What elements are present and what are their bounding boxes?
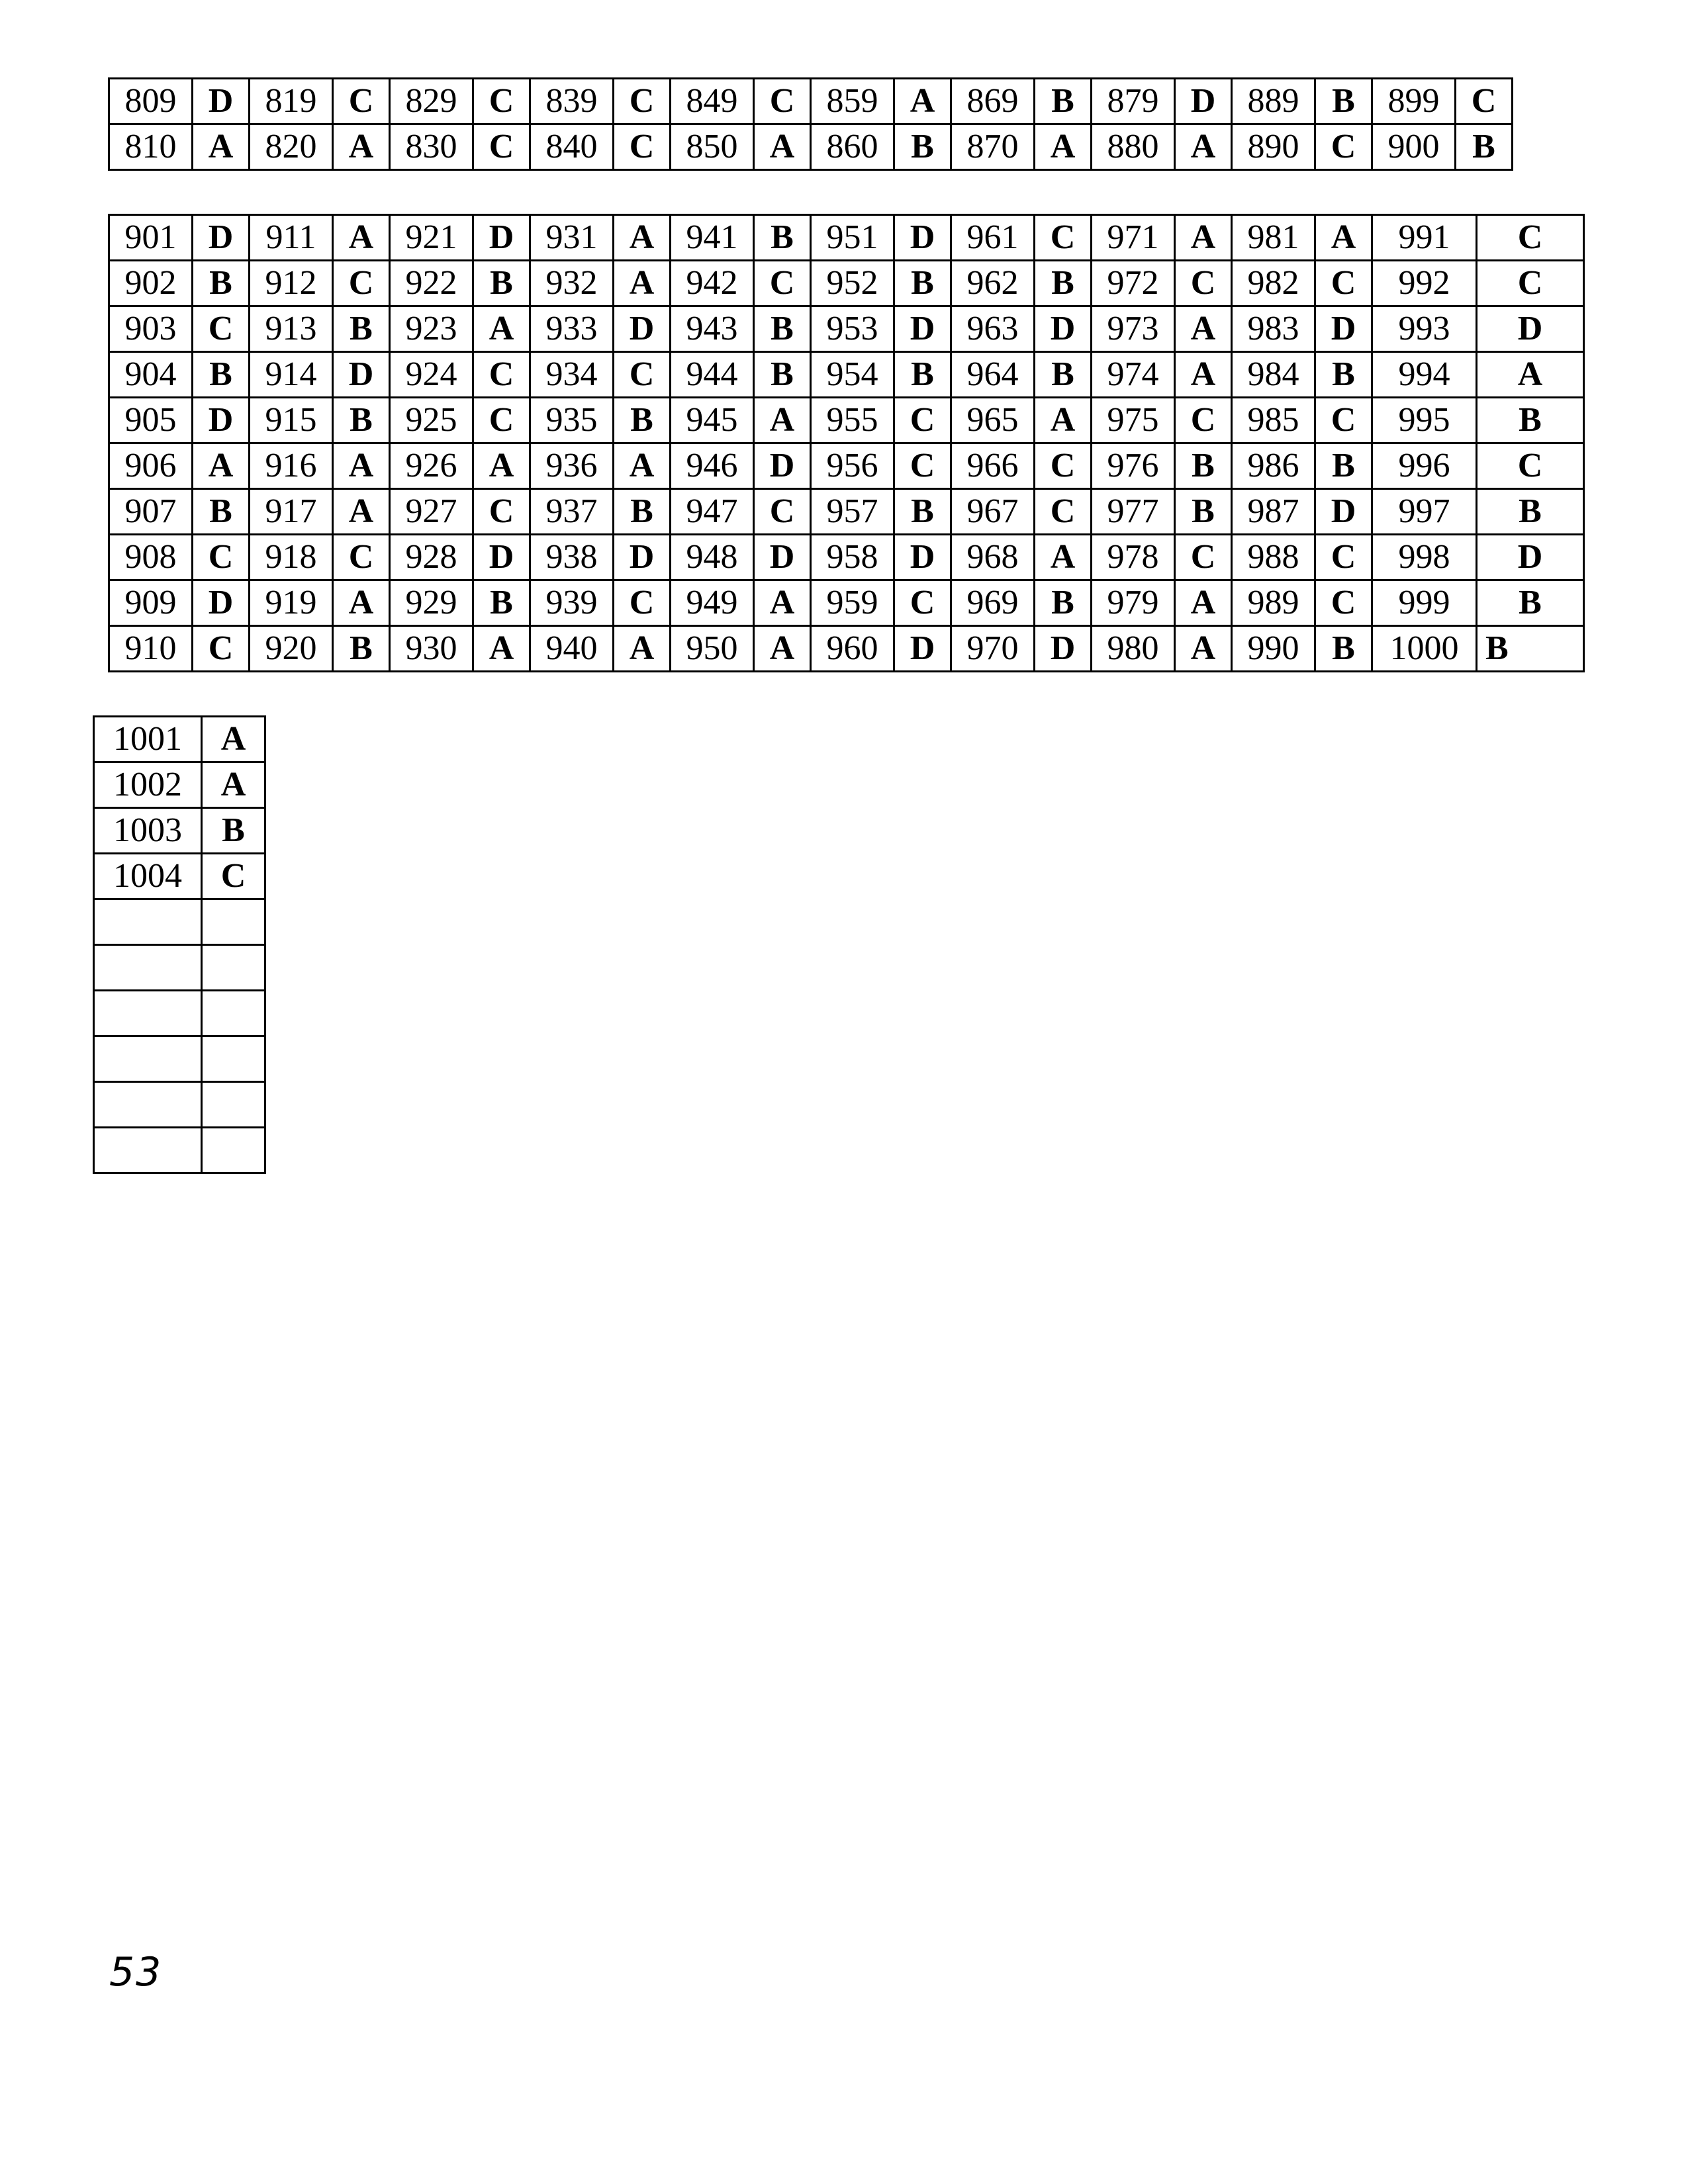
table-row (109, 489, 1584, 535)
answer-letter: C (473, 79, 530, 124)
answer-letter: A (614, 626, 671, 672)
answer-letter: C (1477, 261, 1584, 306)
answer-letter: C (1175, 535, 1232, 580)
table-row (109, 443, 1584, 489)
question-number: 880 (1092, 124, 1175, 170)
answer-letter: C (1315, 580, 1372, 626)
question-number: 938 (530, 535, 614, 580)
answer-letter: B (1315, 626, 1372, 672)
question-number: 901 (109, 215, 193, 261)
answer-letter: D (894, 626, 951, 672)
answer-letter: A (1175, 626, 1232, 672)
answer-letter: A (333, 215, 390, 261)
answer-table-1001-1004 (93, 715, 266, 1174)
answer-letter: D (1477, 306, 1584, 352)
answer-letter: B (1175, 443, 1232, 489)
question-number: 950 (671, 626, 754, 672)
question-number: 905 (109, 398, 193, 443)
table-row (109, 580, 1584, 626)
question-number: 926 (390, 443, 473, 489)
question-number: 990 (1232, 626, 1315, 672)
answer-letter: C (1456, 79, 1513, 124)
question-number: 971 (1092, 215, 1175, 261)
answer-letter: D (1315, 489, 1372, 535)
question-number: 966 (951, 443, 1035, 489)
answer-letter: D (473, 535, 530, 580)
answer-letter: C (333, 79, 390, 124)
question-number: 859 (811, 79, 894, 124)
question-number: 976 (1092, 443, 1175, 489)
question-number: 965 (951, 398, 1035, 443)
question-number: 1001 (94, 717, 202, 762)
table-row (94, 762, 265, 808)
question-number: 839 (530, 79, 614, 124)
question-number: 870 (951, 124, 1035, 170)
question-number: 840 (530, 124, 614, 170)
answer-letter: B (1477, 489, 1584, 535)
question-number: 954 (811, 352, 894, 398)
answer-letter: A (754, 626, 811, 672)
answer-letter: B (614, 398, 671, 443)
answer-letter: C (193, 306, 250, 352)
table-row (109, 352, 1584, 398)
question-number: 953 (811, 306, 894, 352)
question-number: 949 (671, 580, 754, 626)
answer-letter: A (473, 306, 530, 352)
table-row (109, 124, 1513, 170)
question-number: 997 (1372, 489, 1477, 535)
answer-letter: C (1315, 535, 1372, 580)
answer-letter: D (473, 215, 530, 261)
question-number: 869 (951, 79, 1035, 124)
question-number: 994 (1372, 352, 1477, 398)
answer-letter (202, 1128, 265, 1173)
answer-letter: A (1175, 124, 1232, 170)
question-number (94, 1128, 202, 1173)
question-number: 849 (671, 79, 754, 124)
answer-letter: B (1035, 352, 1092, 398)
answer-letter: D (333, 352, 390, 398)
question-number: 998 (1372, 535, 1477, 580)
question-number: 977 (1092, 489, 1175, 535)
answer-letter: B (1477, 580, 1584, 626)
question-number: 924 (390, 352, 473, 398)
answer-letter: A (754, 398, 811, 443)
answer-letter: D (614, 306, 671, 352)
question-number: 879 (1092, 79, 1175, 124)
question-number: 974 (1092, 352, 1175, 398)
answer-letter: C (1315, 398, 1372, 443)
question-number: 906 (109, 443, 193, 489)
question-number: 1003 (94, 808, 202, 854)
question-number: 960 (811, 626, 894, 672)
answer-letter: B (1035, 580, 1092, 626)
answer-letter: D (754, 443, 811, 489)
answer-letter: D (894, 215, 951, 261)
answer-letter: B (754, 306, 811, 352)
answer-letter: C (754, 79, 811, 124)
question-number: 820 (250, 124, 333, 170)
question-number: 935 (530, 398, 614, 443)
answer-letter: D (1035, 306, 1092, 352)
table-row (94, 991, 265, 1036)
question-number: 829 (390, 79, 473, 124)
answer-letter: C (1477, 215, 1584, 261)
question-number: 981 (1232, 215, 1315, 261)
answer-letter: C (754, 261, 811, 306)
question-number: 917 (250, 489, 333, 535)
question-number: 889 (1232, 79, 1315, 124)
question-number: 961 (951, 215, 1035, 261)
answer-letter: A (473, 443, 530, 489)
answer-letter: B (1477, 626, 1584, 672)
answer-letter: A (894, 79, 951, 124)
answer-letter: B (333, 626, 390, 672)
question-number: 860 (811, 124, 894, 170)
answer-letter: A (614, 443, 671, 489)
question-number: 988 (1232, 535, 1315, 580)
answer-letter (202, 1082, 265, 1128)
question-number: 933 (530, 306, 614, 352)
table-row (109, 398, 1584, 443)
answer-letter: A (1175, 580, 1232, 626)
question-number: 936 (530, 443, 614, 489)
answer-letter (202, 991, 265, 1036)
answer-letter: C (894, 398, 951, 443)
answer-letter: D (1035, 626, 1092, 672)
question-number: 908 (109, 535, 193, 580)
question-number: 911 (250, 215, 333, 261)
question-number: 983 (1232, 306, 1315, 352)
question-number: 986 (1232, 443, 1315, 489)
answer-letter: B (754, 215, 811, 261)
answer-letter: C (193, 626, 250, 672)
answer-letter: D (1315, 306, 1372, 352)
answer-letter: A (202, 717, 265, 762)
page-number: 53 (109, 1949, 163, 1995)
question-number: 972 (1092, 261, 1175, 306)
answer-letter: C (1035, 215, 1092, 261)
question-number: 957 (811, 489, 894, 535)
answer-letter: B (894, 261, 951, 306)
answer-letter: C (473, 398, 530, 443)
answer-letter: B (473, 261, 530, 306)
question-number: 978 (1092, 535, 1175, 580)
answer-letter: A (754, 580, 811, 626)
question-number: 985 (1232, 398, 1315, 443)
answer-letter: C (614, 580, 671, 626)
answer-letter: D (754, 535, 811, 580)
answer-letter: D (894, 306, 951, 352)
question-number: 940 (530, 626, 614, 672)
table-row (109, 215, 1584, 261)
question-number: 915 (250, 398, 333, 443)
answer-letter: A (1175, 215, 1232, 261)
question-number: 989 (1232, 580, 1315, 626)
answer-letter: C (473, 124, 530, 170)
question-number: 946 (671, 443, 754, 489)
question-number: 932 (530, 261, 614, 306)
answer-table-809-900 (108, 77, 1513, 171)
answer-letter: A (1315, 215, 1372, 261)
question-number: 952 (811, 261, 894, 306)
question-number: 993 (1372, 306, 1477, 352)
answer-letter (202, 1036, 265, 1082)
table-row (94, 808, 265, 854)
question-number: 987 (1232, 489, 1315, 535)
question-number: 918 (250, 535, 333, 580)
answer-letter: B (333, 398, 390, 443)
answer-letter: D (193, 398, 250, 443)
answer-letter: A (193, 124, 250, 170)
answer-letter: B (1035, 261, 1092, 306)
answer-letter: C (614, 79, 671, 124)
table-row (94, 1082, 265, 1128)
question-number: 919 (250, 580, 333, 626)
answer-letter: C (1315, 124, 1372, 170)
question-number: 922 (390, 261, 473, 306)
question-number: 907 (109, 489, 193, 535)
question-number (94, 1082, 202, 1128)
answer-letter: B (894, 124, 951, 170)
table-row (94, 854, 265, 899)
answer-letter: C (1035, 489, 1092, 535)
answer-letter: A (202, 762, 265, 808)
question-number: 975 (1092, 398, 1175, 443)
answer-letter: B (473, 580, 530, 626)
answer-letter: D (193, 215, 250, 261)
question-number: 969 (951, 580, 1035, 626)
answer-letter: B (894, 489, 951, 535)
question-number: 962 (951, 261, 1035, 306)
question-number: 959 (811, 580, 894, 626)
question-number: 899 (1372, 79, 1456, 124)
table-row (109, 261, 1584, 306)
question-number: 916 (250, 443, 333, 489)
answer-letter: A (1175, 306, 1232, 352)
question-number: 928 (390, 535, 473, 580)
question-number: 902 (109, 261, 193, 306)
question-number: 996 (1372, 443, 1477, 489)
answer-letter: C (754, 489, 811, 535)
answer-letter: C (894, 443, 951, 489)
question-number: 984 (1232, 352, 1315, 398)
answer-letter (202, 899, 265, 945)
answer-letter: C (202, 854, 265, 899)
question-number: 1004 (94, 854, 202, 899)
answer-letter: C (333, 261, 390, 306)
answer-letter: C (1175, 398, 1232, 443)
question-number: 968 (951, 535, 1035, 580)
answer-letter: C (614, 124, 671, 170)
answer-letter: B (1035, 79, 1092, 124)
answer-letter: B (1315, 79, 1372, 124)
answer-letter: A (473, 626, 530, 672)
question-number: 925 (390, 398, 473, 443)
answer-letter: B (1456, 124, 1513, 170)
table-row (94, 1036, 265, 1082)
question-number (94, 945, 202, 991)
question-number: 910 (109, 626, 193, 672)
question-number: 904 (109, 352, 193, 398)
table-row (109, 535, 1584, 580)
table-row (109, 626, 1584, 672)
question-number: 967 (951, 489, 1035, 535)
answer-letter: C (1035, 443, 1092, 489)
question-number: 1000 (1372, 626, 1477, 672)
question-number: 931 (530, 215, 614, 261)
answer-letter (202, 945, 265, 991)
answer-letter: B (1175, 489, 1232, 535)
answer-letter: D (614, 535, 671, 580)
answer-letter: C (1315, 261, 1372, 306)
question-number (94, 991, 202, 1036)
answer-letter: C (1477, 443, 1584, 489)
question-number: 937 (530, 489, 614, 535)
answer-letter: A (333, 489, 390, 535)
question-number: 819 (250, 79, 333, 124)
question-number: 982 (1232, 261, 1315, 306)
question-number: 995 (1372, 398, 1477, 443)
question-number: 927 (390, 489, 473, 535)
question-number: 992 (1372, 261, 1477, 306)
question-number: 955 (811, 398, 894, 443)
question-number: 914 (250, 352, 333, 398)
answer-letter: B (193, 489, 250, 535)
answer-letter: D (193, 79, 250, 124)
answer-letter: C (473, 489, 530, 535)
question-number: 929 (390, 580, 473, 626)
question-number: 920 (250, 626, 333, 672)
answer-letter: A (193, 443, 250, 489)
question-number: 830 (390, 124, 473, 170)
answer-letter: B (894, 352, 951, 398)
answer-letter: B (333, 306, 390, 352)
question-number: 956 (811, 443, 894, 489)
answer-letter: A (1035, 398, 1092, 443)
question-number: 930 (390, 626, 473, 672)
answer-letter: A (333, 443, 390, 489)
answer-letter: B (193, 261, 250, 306)
question-number: 979 (1092, 580, 1175, 626)
question-number: 809 (109, 79, 193, 124)
question-number: 923 (390, 306, 473, 352)
question-number: 943 (671, 306, 754, 352)
question-number: 903 (109, 306, 193, 352)
question-number: 945 (671, 398, 754, 443)
question-number: 900 (1372, 124, 1456, 170)
answer-table-901-1000 (108, 214, 1585, 672)
answer-letter: D (193, 580, 250, 626)
question-number: 912 (250, 261, 333, 306)
table-row (94, 717, 265, 762)
answer-letter: A (614, 261, 671, 306)
answer-letter: A (614, 215, 671, 261)
answer-letter: B (754, 352, 811, 398)
answer-letter: C (894, 580, 951, 626)
question-number: 941 (671, 215, 754, 261)
answer-letter: A (333, 580, 390, 626)
table-row (109, 79, 1513, 124)
answer-letter: B (1315, 352, 1372, 398)
question-number: 980 (1092, 626, 1175, 672)
question-number: 913 (250, 306, 333, 352)
question-number: 951 (811, 215, 894, 261)
table-row (94, 899, 265, 945)
question-number: 934 (530, 352, 614, 398)
answer-letter: A (1035, 124, 1092, 170)
question-number: 991 (1372, 215, 1477, 261)
question-number: 970 (951, 626, 1035, 672)
answer-letter: C (193, 535, 250, 580)
question-number: 963 (951, 306, 1035, 352)
question-number (94, 1036, 202, 1082)
answer-letter: D (1477, 535, 1584, 580)
question-number: 999 (1372, 580, 1477, 626)
answer-letter: A (1477, 352, 1584, 398)
answer-letter: C (333, 535, 390, 580)
answer-letter: C (1175, 261, 1232, 306)
question-number: 948 (671, 535, 754, 580)
question-number: 964 (951, 352, 1035, 398)
question-number: 947 (671, 489, 754, 535)
table-row (94, 1128, 265, 1173)
answer-letter: B (193, 352, 250, 398)
question-number: 958 (811, 535, 894, 580)
answer-letter: B (202, 808, 265, 854)
answer-letter: C (473, 352, 530, 398)
answer-letter: C (614, 352, 671, 398)
answer-letter: A (333, 124, 390, 170)
answer-letter: A (754, 124, 811, 170)
question-number: 909 (109, 580, 193, 626)
table-row (94, 945, 265, 991)
question-number: 890 (1232, 124, 1315, 170)
question-number: 921 (390, 215, 473, 261)
question-number (94, 899, 202, 945)
answer-letter: B (1315, 443, 1372, 489)
question-number: 973 (1092, 306, 1175, 352)
question-number: 939 (530, 580, 614, 626)
question-number: 1002 (94, 762, 202, 808)
answer-letter: D (1175, 79, 1232, 124)
answer-letter: D (894, 535, 951, 580)
question-number: 850 (671, 124, 754, 170)
question-number: 944 (671, 352, 754, 398)
table-row (109, 306, 1584, 352)
answer-letter: B (1477, 398, 1584, 443)
answer-letter: A (1035, 535, 1092, 580)
answer-letter: A (1175, 352, 1232, 398)
question-number: 810 (109, 124, 193, 170)
answer-letter: B (614, 489, 671, 535)
question-number: 942 (671, 261, 754, 306)
